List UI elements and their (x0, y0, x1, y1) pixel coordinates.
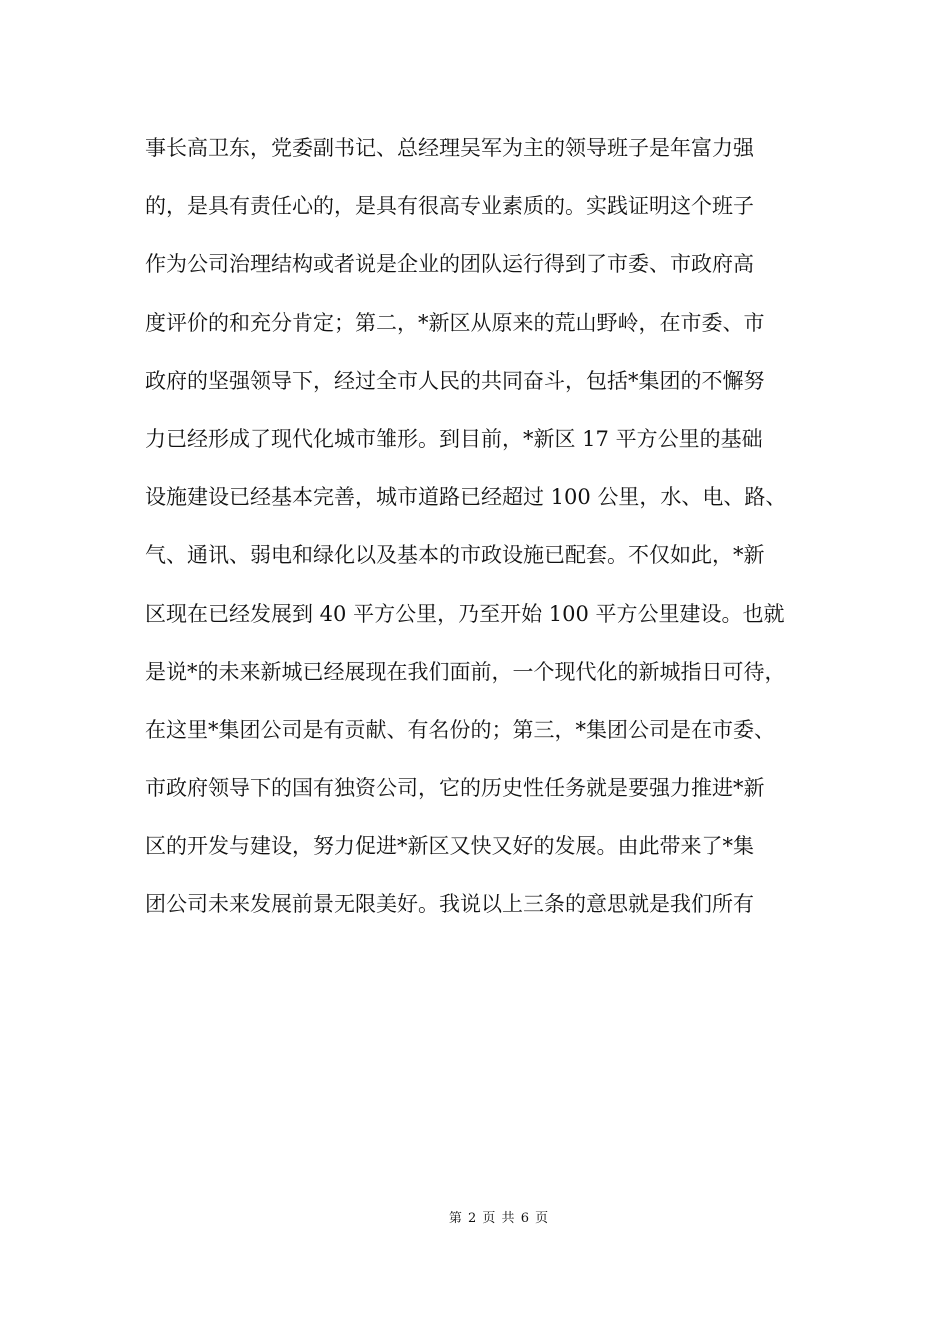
text-line: 团公司未来发展前景无限美好。我说以上三条的意思就是我们所有 (145, 892, 754, 917)
text-line: 市政府领导下的国有独资公司，它的历史性任务就是要强力推进*新 (145, 776, 765, 801)
text-line: 事长高卫东，党委副书记、总经理吴军为主的领导班子是年富力强 (145, 136, 754, 160)
text-line: 区现在已经发展到 40 平方公里，乃至开始 100 平方公里建设。也就 (145, 601, 785, 626)
page-footer (0, 1207, 950, 1226)
text-line: 在这里*集团公司是有贡献、有名份的；第三，*集团公司是在市委、 (145, 717, 775, 742)
text-line: 作为公司治理结构或者说是企业的团队运行得到了市委、市政府高 (145, 252, 754, 277)
text-line: 是说*的未来新城已经展现在我们面前，一个现代化的新城指日可待， (145, 659, 786, 684)
text-line: 力已经形成了现代化城市雏形。到目前，*新区 17 平方公里的基础 (145, 426, 763, 451)
page-number: 第 2 页 共 6 页 (448, 1211, 550, 1226)
text-line: 政府的坚强领导下，经过全市人民的共同奋斗，包括*集团的不懈努 (145, 368, 765, 393)
text-line: 气、通讯、弱电和绿化以及基本的市政设施已配套。不仅如此，*新 (145, 543, 765, 568)
text-line: 设施建设已经基本完善，城市道路已经超过 100 公里，水、电、路、 (145, 485, 787, 510)
text-line: 度评价的和充分肯定；第二，*新区从原来的荒山野岭，在市委、市 (145, 310, 765, 335)
body-text (145, 128, 835, 943)
text-line: 区的开发与建设，努力促进*新区又快又好的发展。由此带来了*集 (145, 834, 754, 859)
text-line: 的，是具有责任心的，是具有很高专业素质的。实践证明这个班子 (145, 194, 754, 219)
